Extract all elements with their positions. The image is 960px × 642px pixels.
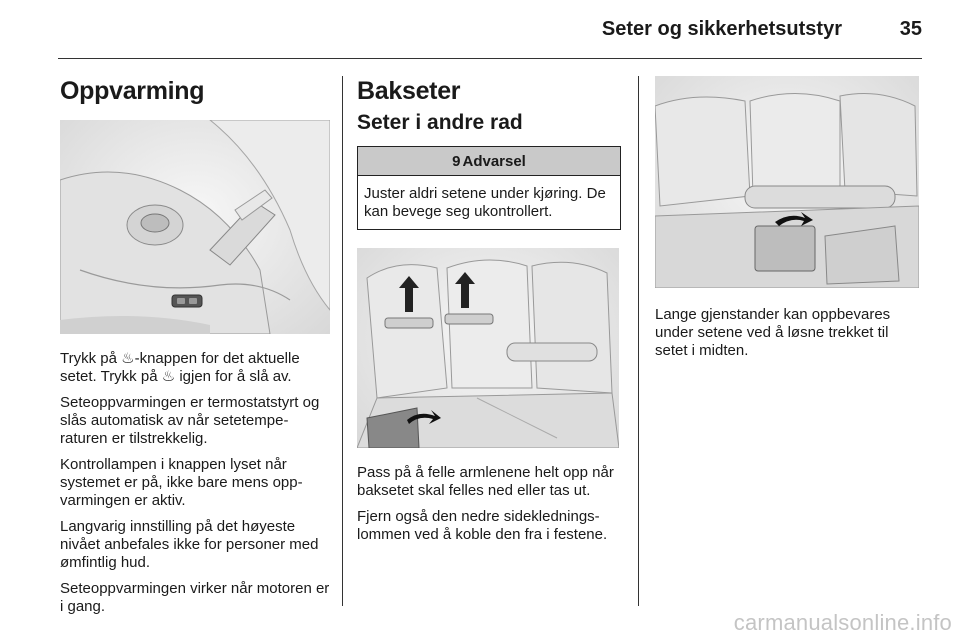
paragraph: Trykk på ♨-knappen for det aktuelle setet. Trykk på ♨ igjen for å slå av.	[60, 350, 300, 385]
under-seat-storage-illustration-icon	[655, 76, 919, 288]
paragraph: Langvarig innstilling på det høyeste nivået anbefales ikke for personer med ømfintlig hud.	[60, 518, 319, 571]
left-body-text	[60, 350, 330, 616]
paragraph: Pass på å felle armlenene helt opp når baksetet skal felles ned eller tas ut.	[357, 464, 614, 499]
paragraph: Lange gjenstander kan oppbevares under setene ved å løsne trekket til setet i midten.	[655, 306, 891, 359]
subheading-seter-andre-rad: Seter i andre rad	[357, 111, 523, 134]
column-divider-right	[638, 76, 639, 606]
middle-body-text	[357, 464, 623, 544]
paragraph: Seteoppvarmingen er termostatstyrt og slås automatisk av når setetemperaturen er tilstrekkelig.	[60, 394, 320, 447]
seat-heating-illustration-icon	[60, 120, 330, 334]
page-number: 35	[899, 18, 922, 40]
rear-seat-armrests-illustration-icon	[357, 248, 619, 448]
header-title: Seter og sikkerhetsutstyr	[601, 18, 842, 40]
column-divider-left	[342, 76, 343, 606]
paragraph: Kontrollampen i knappen lyset når systemet er på, ikke bare mens oppvarmingen er aktiv.	[60, 456, 303, 509]
middle-column	[357, 76, 623, 552]
paragraph: Fjern også den nedre sidekledningslommen ved å koble den fra i festene.	[357, 508, 608, 543]
left-column	[60, 76, 330, 624]
warning-title: Advarsel	[462, 153, 526, 170]
warning-header	[358, 147, 620, 176]
warning-text: Juster aldri setene under kjøring. De kan bevege seg ukontrollert.	[364, 185, 606, 220]
right-column	[655, 76, 921, 368]
footer-watermark: carmanualsonline.info	[733, 610, 952, 635]
paragraph: Seteoppvarmingen virker når motoren er i gang.	[60, 580, 330, 615]
header-rule	[58, 58, 922, 59]
right-body-text	[655, 306, 921, 360]
section-heading-bakseter: Bakseter	[357, 77, 461, 105]
section-heading-oppvarming: Oppvarming	[60, 77, 205, 105]
warning-icon: 9	[452, 153, 461, 170]
warning-box	[357, 146, 621, 230]
